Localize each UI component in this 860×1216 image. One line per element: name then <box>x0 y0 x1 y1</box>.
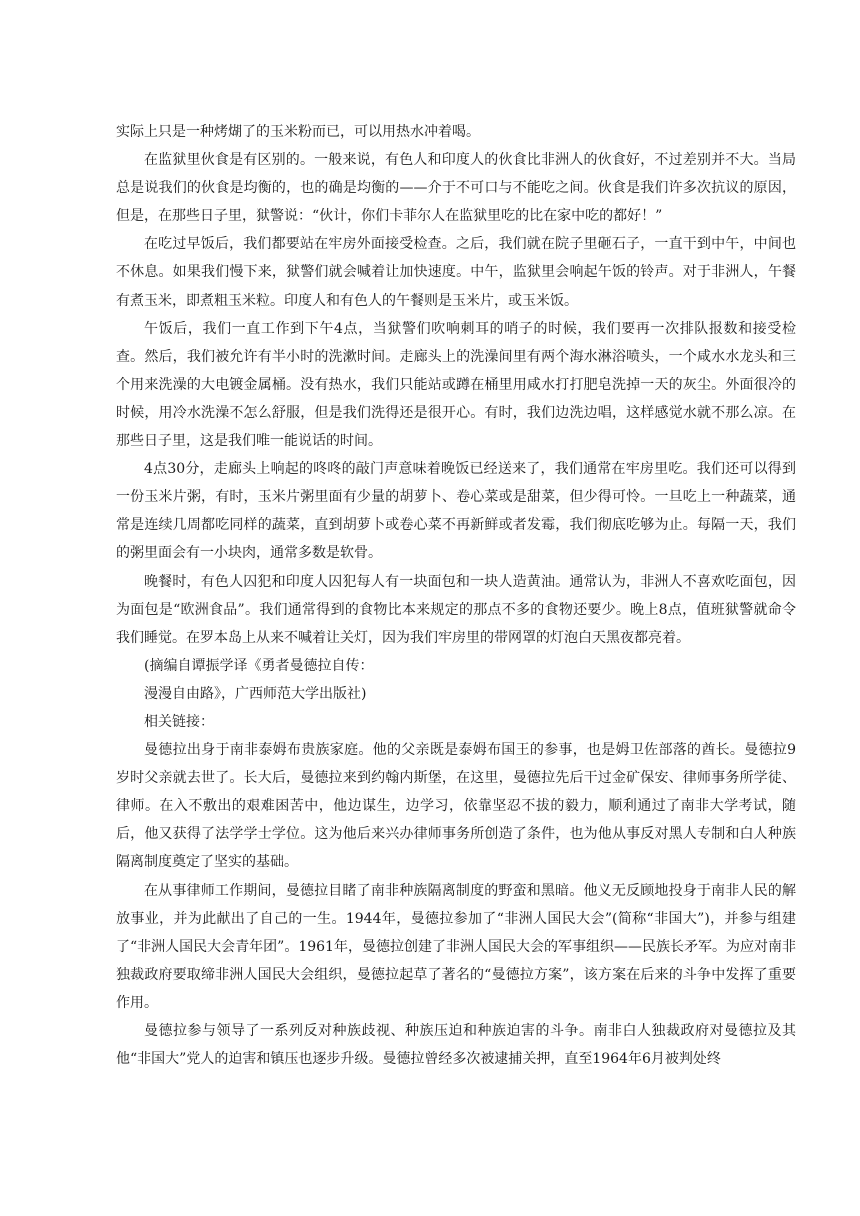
paragraph-evening: 晚餐时，有色人囚犯和印度人囚犯每人有一块面包和一块人造黄油。通常认为，非洲人不喜欢吃面包，因为面包是“欧洲食品”。我们通常得到的食物比本来规定的那点不多的食物还要少。晚上8点，值班狱警就命令我们睡觉。在罗本岛上从来不喊着让关灯，因为我们牢房里的带网罩的灯泡白天黑夜都亮着。 <box>116 573 796 646</box>
paragraph-mandela-struggle: 曼德拉参与领导了一系列反对种族歧视、种族压迫和种族迫害的斗争。南非白人独裁政府对曼德拉及其他“非国大”党人的迫害和镇压也逐步升级。曼德拉曾经多次被逮捕关押，直至1964年6月被判处终 <box>116 1023 796 1068</box>
source-citation-line-2: 漫漫自由路》，广西师范大学出版社) <box>144 685 367 702</box>
source-citation-line-1: (摘编自谭振学译《勇者曼德拉自传： <box>144 657 374 674</box>
document-body <box>116 118 796 1073</box>
paragraph-mandela-lawyer: 在从事律师工作期间，曼德拉目睹了南非种族隔离制度的野蛮和黑暗。他义无反顾地投身于南非人民的解放事业，并为此献出了自己的一生。1944年，曼德拉参加了“非洲人国民大会”(简称“非国大”)，并参与组建了“非洲人国民大会青年团”。1961年，曼德拉创建了非洲人国民大会的军事组织——民族长矛军。为应对南非独裁政府要取缔非洲人国民大会组织，曼德拉起草了著名的“曼德拉方案”，该方案在后来的斗争中发挥了重要作用。 <box>116 882 796 1011</box>
related-links-heading: 相关链接： <box>144 713 214 730</box>
paragraph-prison-food: 在监狱里伙食是有区别的。一般来说，有色人和印度人的伙食比非洲人的伙食好，不过差别并不大。当局总是说我们的伙食是均衡的，也的确是均衡的——介于不可口与不能吃之间。伙食是我们许多次抗议的原因，但是，在那些日子里，狱警说：“伙计，你们卡菲尔人在监狱里吃的比在家中吃的都好！” <box>116 152 796 225</box>
paragraph-afternoon-wash: 午饭后，我们一直工作到下午4点，当狱警们吹响刺耳的哨子的时候，我们要再一次排队报数和接受检查。然后，我们被允许有半小时的洗漱时间。走廊头上的洗澡间里有两个海水淋浴喷头，一个咸水水龙头和三个用来洗澡的大电镀金属桶。没有热水，我们只能站或蹲在桶里用咸水打打肥皂洗掉一天的灰尘。外面很冷的时候，用冷水洗澡不怎么舒服，但是我们洗得还是很开心。有时，我们边洗边唱，这样感觉水就不那么凉。在那些日子里，这是我们唯一能说话的时间。 <box>116 320 796 450</box>
paragraph-dinner: 4点30分，走廊头上响起的咚咚的敲门声意味着晚饭已经送来了，我们通常在牢房里吃。我们还可以得到一份玉米片粥，有时，玉米片粥里面有少量的胡萝卜、卷心菜或是甜菜，但少得可怜。一旦吃上一种蔬菜，通常是连续几周都吃同样的蔬菜，直到胡萝卜或卷心菜不再新鲜或者发霉，我们彻底吃够为止。每隔一天，我们的粥里面会有一小块肉，通常多数是软骨。 <box>116 461 796 562</box>
paragraph-breakfast-inspection: 在吃过早饭后，我们都要站在牢房外面接受检查。之后，我们就在院子里砸石子，一直干到中午，中间也不休息。如果我们慢下来，狱警们就会喊着让加快速度。中午，监狱里会响起午饭的铃声。对于非洲人，午餐有煮玉米，即煮粗玉米粒。印度人和有色人的午餐则是玉米片，或玉米饭。 <box>116 236 796 309</box>
paragraph-mandela-background: 曼德拉出身于南非泰姆布贵族家庭。他的父亲既是泰姆布国王的参事，也是姆卫佐部落的酋长。曼德拉9岁时父亲就去世了。长大后，曼德拉来到约翰内斯堡，在这里，曼德拉先后干过金矿保安、律师事务所学徒、律师。在入不敷出的艰难困苦中，他边谋生，边学习，依靠坚忍不拔的毅力，顺利通过了南非大学考试，随后，他又获得了法学学士学位。这为他后来兴办律师事务所创造了条件，也为他从事反对黑人专制和白人种族隔离制度奠定了坚实的基础。 <box>116 742 796 871</box>
paragraph-continuation: 实际上只是一种烤煳了的玉米粉而已，可以用热水冲着喝。 <box>116 124 480 140</box>
